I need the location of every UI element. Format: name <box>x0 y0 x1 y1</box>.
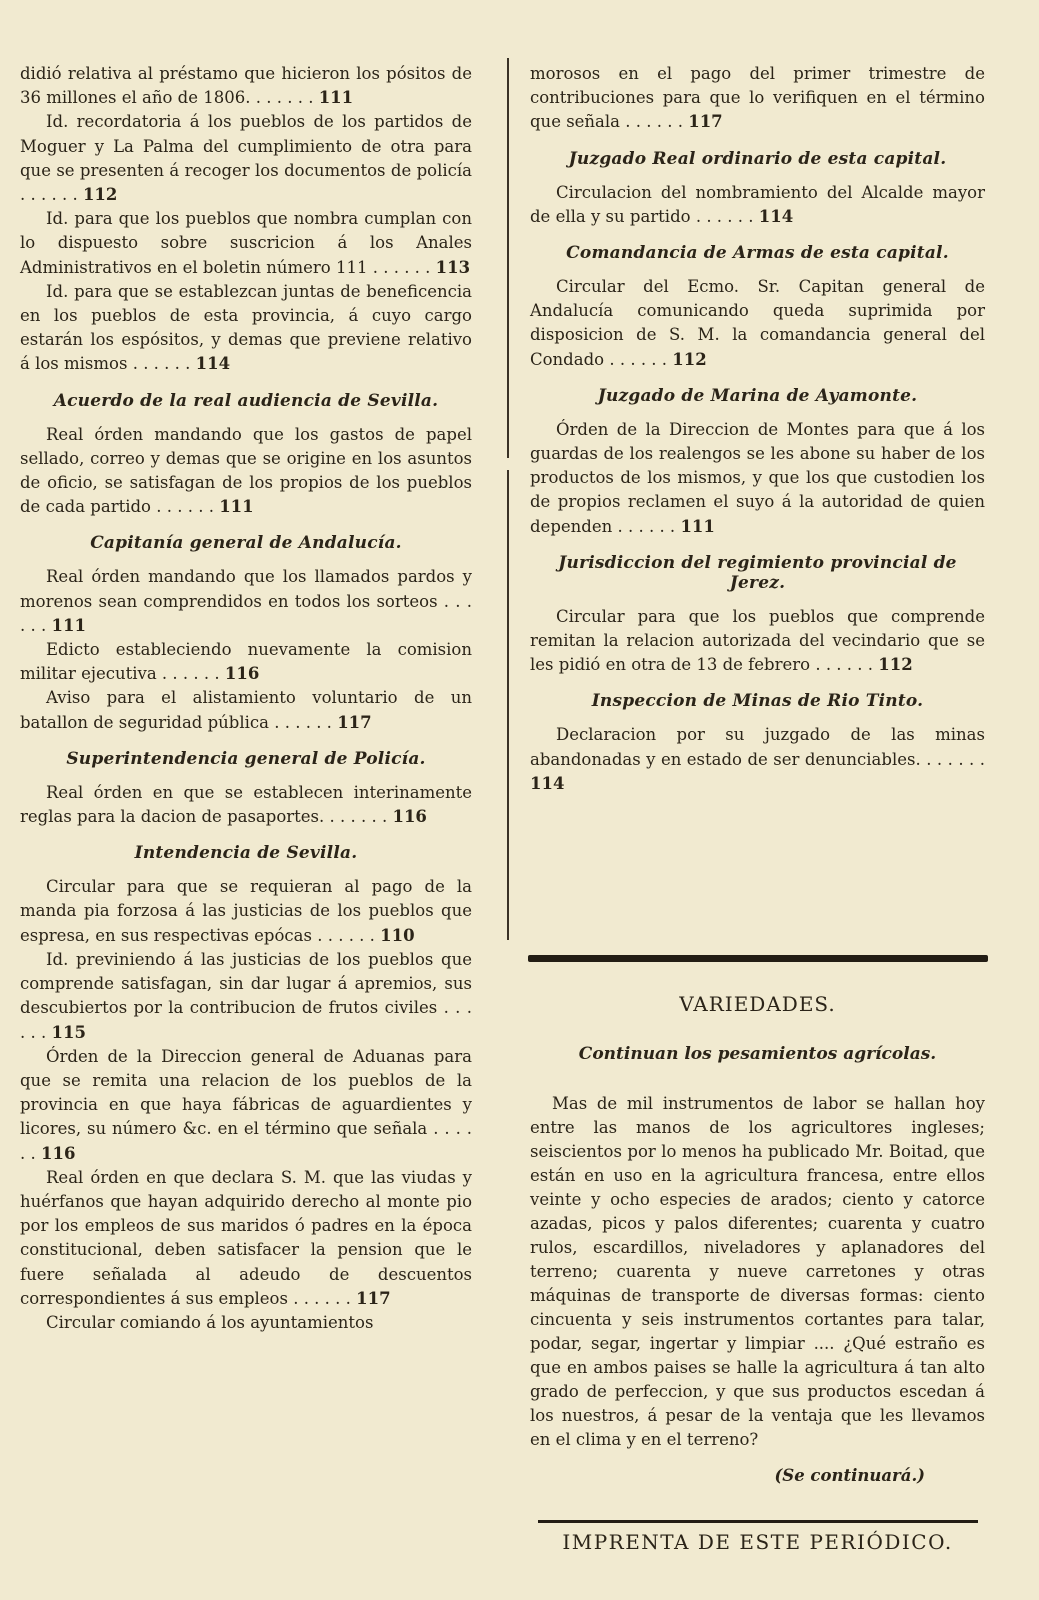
entry-text: Id. para que los pueblos que nombra cumplan con lo dispuesto sobre suscricion á los Anales Administrativos en el boletin número 111 <box>20 209 472 277</box>
page-number: 112 <box>672 349 707 369</box>
index-entry <box>20 781 472 829</box>
page-number: 110 <box>380 925 415 945</box>
entry-text: Id. previniendo á las justicias de los pueblos que comprende satisfagan, sin dar lugar á apremios, sus descubiertos por la contribucion de frutos civiles <box>20 949 472 1018</box>
leader-dots: . . . . . . <box>255 88 319 108</box>
section-heading: Inspeccion de Minas de Rio Tinto. <box>591 691 924 712</box>
entry-group <box>530 62 985 135</box>
leader-dots: . . . . . . <box>695 206 759 226</box>
section-heading: Jurisdiccion del regimiento provincial de Jerez. <box>558 552 957 593</box>
section-heading: Capitanía general de Andalucía. <box>90 533 402 554</box>
page-number: 112 <box>878 655 913 675</box>
page-number: 115 <box>51 1022 86 1042</box>
index-entry <box>530 62 985 135</box>
index-entry <box>20 638 472 686</box>
entry-text: Circular para que se requieran al pago de la manda pia forzosa á las justicias de los pueblos que espresa, en sus respectivas epócas <box>20 877 472 945</box>
index-entry <box>20 110 472 207</box>
entry-group <box>20 423 472 520</box>
column-divider-lower <box>507 470 509 940</box>
page-number: 117 <box>688 112 723 132</box>
right-column <box>530 62 985 796</box>
entry-group <box>530 723 985 796</box>
section-heading: Comandancia de Armas de esta capital. <box>566 243 949 264</box>
page-number: 114 <box>195 354 231 374</box>
entry-text: Órden de la Direccion general de Aduanas para que se remita una relacion de los pueblos de la provincia en que haya fábricas de aguardientes y licores, su número &c. en el término que señala <box>20 1046 472 1139</box>
page-number: 116 <box>224 664 260 684</box>
index-entry <box>530 418 985 539</box>
page-number: 114 <box>530 773 565 793</box>
index-entry <box>530 605 985 678</box>
page-number: 116 <box>392 807 427 827</box>
entry-text: Circulacion del nombramiento del Alcalde mayor de ella y su partido <box>530 182 985 226</box>
leader-dots: . . . . . . <box>372 257 436 277</box>
continuara-note: (Se continuará.) <box>774 1466 925 1485</box>
column-divider <box>507 58 509 458</box>
entry-text: Id. recordatoria á los pueblos de los partidos de Moguer y La Palma del cumplimiento de otra para que se presenten á recoger los documentos de policía <box>20 112 472 180</box>
page-number: 113 <box>435 257 471 277</box>
index-entry <box>20 62 472 110</box>
entry-text: Id. para que se establezcan juntas de beneficencia en los pueblos de esta provincia, á cuyo cargo estarán los espósitos, y demas que previene relativo á los mismos <box>20 281 472 374</box>
entry-group <box>530 181 985 229</box>
leader-dots: . . . . . . <box>20 1119 472 1163</box>
entry-group <box>530 605 985 678</box>
leader-dots: . . . . . . <box>317 925 381 945</box>
page-number: 114 <box>758 206 794 226</box>
page-number: 117 <box>356 1288 391 1308</box>
entry-text: Órden de la Direccion de Montes para que á los guardas de los realengos se les abone su haber de los productos de los mismos, y que los que custodien los de propios reclamen el suyo á la autoridad de quien dependen <box>530 419 985 536</box>
page-number: 116 <box>40 1143 76 1163</box>
index-entry <box>20 686 472 734</box>
entry-text: Declaracion por su juzgado de las minas abandonadas y en estado de ser denunciables. <box>530 725 985 769</box>
leader-dots: . . . . . . <box>20 591 473 635</box>
leader-dots: . . . . . . <box>926 749 985 769</box>
index-entry <box>20 423 472 520</box>
index-entry <box>20 1045 472 1166</box>
index-entry <box>20 207 472 280</box>
entry-text: Real órden en que declara S. M. que las viudas y huérfanos que hayan adquirido derecho al monte pio por los empleos de sus maridos ó padres en la época constitucional, deben satisfacer la pension que le fuere señalada al adeudo de descuentos correspondientes á sus empleos <box>20 1167 472 1308</box>
entry-text: Real órden mandando que los gastos de papel sellado, correo y demas que se origine en los asuntos de oficio, se satisfagan de los propios de los pueblos de cada partido <box>20 424 472 517</box>
variedades-subtitle: Continuan los pesamientos agrícolas. <box>578 1044 937 1064</box>
entry-text: Edicto estableciendo nuevamente la comision militar ejecutiva <box>20 640 472 684</box>
leader-dots: . . . . . . <box>617 516 681 536</box>
index-entry <box>530 181 985 229</box>
section-rule <box>528 955 988 962</box>
section-heading: Intendencia de Sevilla. <box>134 843 358 864</box>
section-heading: Acuerdo de la real audiencia de Sevilla. <box>53 390 439 411</box>
page-number: 111 <box>219 497 254 517</box>
index-entry <box>20 565 472 638</box>
entry-text: morosos en el pago del primer trimestre de contribuciones para que lo verifiquen en el término que señala <box>530 64 985 132</box>
index-entry <box>20 1166 472 1311</box>
leader-dots: . . . . . . <box>329 807 393 827</box>
left-column <box>20 62 472 1335</box>
leader-dots: . . . . . . <box>815 655 879 675</box>
page-number: 111 <box>680 516 715 536</box>
index-entry <box>530 723 985 796</box>
entry-group <box>530 418 985 539</box>
entry-text: Circular para que los pueblos que comprende remitan la relacion autorizada del vecindario que se les pidió en otra de 13 de febrero <box>530 606 985 675</box>
index-entry <box>20 875 472 948</box>
leader-dots: . . . . . . <box>156 497 220 517</box>
entry-group <box>20 565 472 734</box>
leader-dots: . . . . . . <box>132 354 196 374</box>
entry-group <box>20 781 472 829</box>
index-entry <box>20 280 472 377</box>
index-entry <box>530 275 985 372</box>
leader-dots: . . . . . . <box>20 998 473 1042</box>
entry-text: Circular del Ecmo. Sr. Capitan general de Andalucía comunicando queda suprimida por disposicion de S. M. la comandancia general del Condado <box>530 277 985 369</box>
entry-group <box>20 62 472 377</box>
variedades-title: VARIEDADES. <box>679 992 836 1016</box>
entry-text: Real órden en que se establecen interinamente reglas para la dacion de pasaportes. <box>20 782 472 827</box>
leader-dots: . . . . . . <box>161 664 225 684</box>
entry-text: Real órden mandando que los llamados pardos y morenos sean comprendidos en todos los sorteos <box>20 567 472 611</box>
page-number: 111 <box>51 615 86 635</box>
index-entry <box>20 948 472 1045</box>
continuation-line: Circular comiando á los ayuntamientos <box>46 1312 374 1332</box>
page-number: 111 <box>318 88 354 108</box>
leader-dots: . . . . . . <box>20 185 83 205</box>
leader-dots: . . . . . . <box>609 349 673 369</box>
leader-dots: . . . . . . <box>625 112 689 132</box>
page-number: 117 <box>337 712 372 732</box>
page-number: 112 <box>82 185 118 205</box>
leader-dots: . . . . . . <box>274 712 338 732</box>
variedades-body: Mas de mil instrumentos de labor se hallan hoy entre las manos de los agricultores ingleses; seiscientos por lo menos ha publicado Mr. Boitad, que están en uso en la agricultura francesa, entre ellos veinte y ocho especies de arados; ciento y catorce azadas, picos y palos diferentes; cuarenta y cuatro rulos, escardillos, niveladores y aplanadores del terreno; cuarenta y nueve carretones y otras máquinas de transporte de diversas formas: ciento cincuenta y seis instrumentos cortantes para talar, podar, segar, ingertar y limpiar .... ¿Qué estraño es que en ambos paises se halle la agricultura á tan alto grado de perfeccion, y que sus productos escedan á los nuestros, á pesar de la ventaja que les llevamos en el clima y en el terreno? <box>530 1094 985 1449</box>
section-heading: Superintendencia general de Policía. <box>66 748 426 769</box>
section-heading: Juzgado de Marina de Ayamonte. <box>597 385 918 406</box>
entry-group <box>20 875 472 1311</box>
footer-rule <box>538 1520 978 1523</box>
entry-text: Aviso para el alistamiento voluntario de un batallon de seguridad pública <box>20 688 472 732</box>
entry-group <box>530 275 985 372</box>
imprenta-footer: IMPRENTA DE ESTE PERIÓDICO. <box>562 1530 953 1554</box>
section-heading: Juzgado Real ordinario de esta capital. <box>568 148 947 169</box>
entry-text: didió relativa al préstamo que hicieron los pósitos de 36 millones el año de 1806. <box>20 64 472 108</box>
leader-dots: . . . . . . <box>293 1288 357 1308</box>
